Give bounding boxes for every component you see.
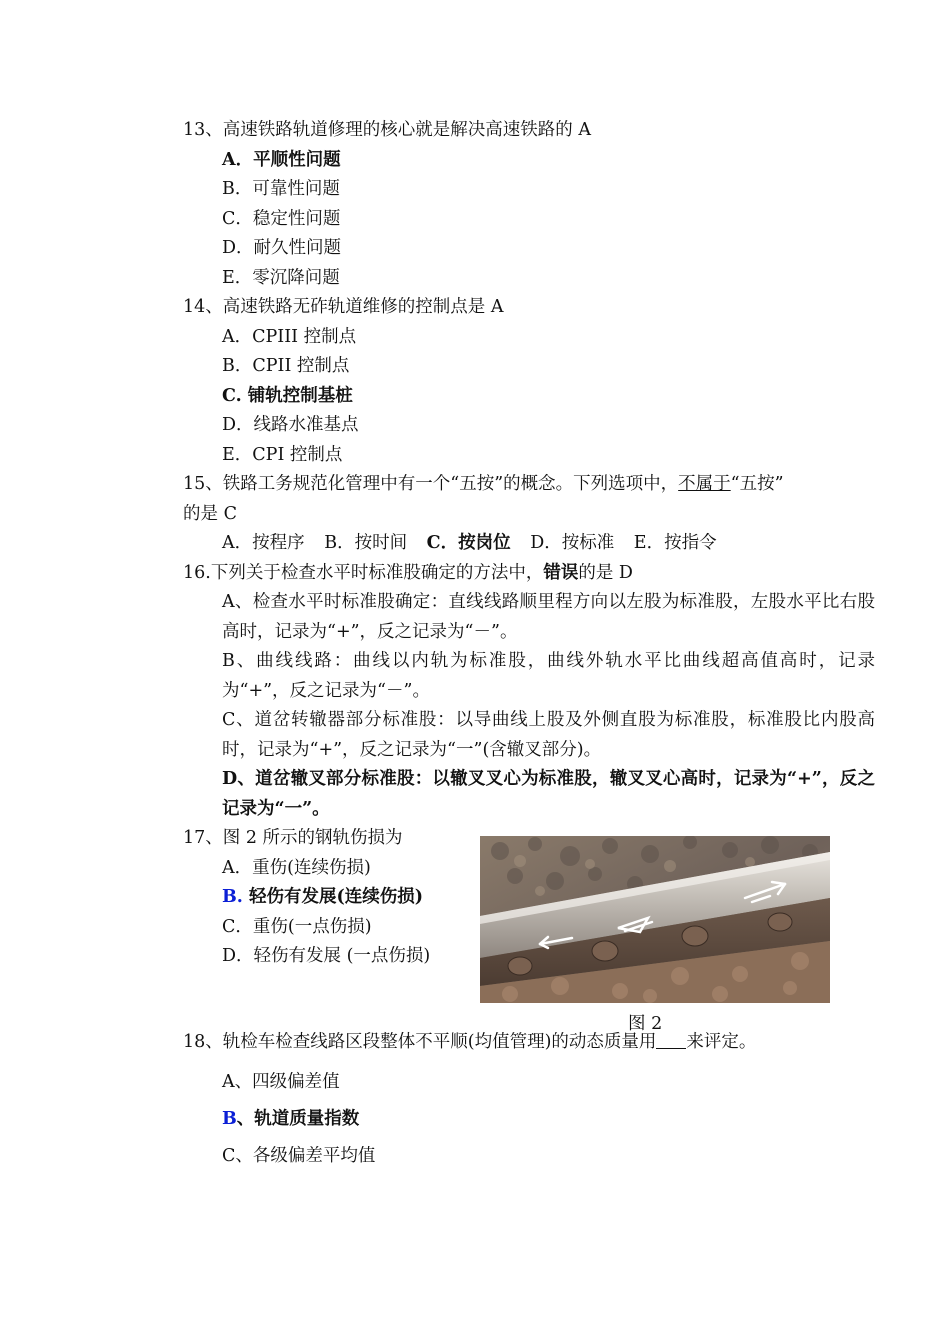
question-list: [183, 116, 875, 1175]
question-13-option-c: C．稳定性问题: [222, 208, 341, 229]
question-18-stem-part-2: 来评定。: [686, 1032, 757, 1052]
question-13-option-b: B．可靠性问题: [222, 179, 340, 199]
question-17-option-c: C．重伤(一点伤损): [222, 916, 372, 937]
question-15-option-e: E．按指令: [633, 533, 717, 553]
question-17-option-a: A．重伤(连续伤损): [222, 857, 371, 878]
question-13-stem: 13、高速铁路轨道修理的核心就是解决高速铁路的 A: [183, 120, 591, 140]
question-17-option-d: D．轻伤有发展 (一点伤损): [222, 946, 431, 966]
question-15-stem-part-1: 15、铁路工务规范化管理中有一个“五按”的概念。下列选项中，: [183, 474, 679, 494]
rail-damage-photo: [480, 836, 830, 1003]
figure-caption: 图 2: [628, 1014, 663, 1034]
question-13-option-d: D．耐久性问题: [222, 238, 342, 258]
question-17: [183, 824, 875, 1034]
question-16-option-a: A、检查水平时标准股确定：直线线路顺里程方向以左股为标准股，左股水平比右股高时，记录为“+”，反之记录为“－”。: [222, 592, 875, 642]
question-14-option-d: D．线路水准基点: [222, 415, 359, 435]
question-17-stem: 17、图 2 所示的钢轨伤损为: [183, 828, 403, 848]
rail-photo-illustration: [480, 836, 830, 1003]
question-16-option-b: B、曲线线路：曲线以内轨为标准股，曲线外轨水平比曲线超高值高时，记录为“+”，反之记录为“－”。: [222, 651, 875, 701]
question-13-option-e: E．零沉降问题: [222, 267, 340, 288]
question-13-option-a: A．平顺性问题: [222, 149, 341, 170]
question-16-option-c: C、道岔转辙器部分标准股：以导曲线上股及外侧直股为标准股，标准股比内股高时，记录为“+”，反之记录为“一”(含辙叉部分)。: [222, 710, 875, 760]
question-18-option-b-text: 、轨道质量指数: [236, 1108, 360, 1129]
question-18-option-a: A、四级偏差值: [222, 1071, 340, 1092]
question-15-option-a: A．按程序: [222, 533, 305, 553]
question-15-keyword: 不属于: [678, 474, 731, 494]
question-15-option-d: D．按标准: [530, 533, 615, 553]
question-18-stem-part-1: 18、轨检车检查线路区段整体不平顺(均值管理)的动态质量用: [183, 1032, 657, 1052]
question-18-option-c: C、各级偏差平均值: [222, 1145, 376, 1166]
question-18-option-b-letter: B: [222, 1108, 237, 1129]
question-14-option-a: A．CPIII 控制点: [222, 326, 357, 347]
question-14-option-c: C. 铺轨控制基桩: [222, 385, 353, 406]
question-16-stem-part-1: 16.下列关于检查水平时标准股确定的方法中，: [183, 562, 544, 583]
question-18-stem: [183, 1028, 875, 1058]
question-15-stem: [183, 470, 875, 529]
question-17-option-b-text: 轻伤有发展(连续伤损): [248, 887, 424, 907]
question-15-stem-part-2: “五按”: [730, 474, 784, 494]
question-16-stem-part-2: 的是 D: [578, 562, 633, 583]
question-14-option-b: B．CPII 控制点: [222, 356, 350, 376]
question-14-option-e: E．CPI 控制点: [222, 444, 343, 465]
question-18-option-b: [222, 1101, 875, 1138]
question-14-stem: 14、高速铁路无砟轨道维修的控制点是 A: [183, 297, 504, 317]
question-17-text: [183, 824, 473, 972]
question-17-option-b: [222, 883, 473, 913]
question-15-stem-part-3: 的是 C: [183, 503, 237, 524]
question-17-option-b-letter: B.: [222, 887, 243, 907]
question-15-option-b: B．按时间: [324, 533, 408, 553]
question-15-options: [222, 529, 875, 559]
question-16-stem: [183, 559, 875, 589]
question-16-keyword: 错误: [543, 562, 579, 583]
question-15-option-c: C．按岗位: [426, 533, 511, 553]
question-16-option-d: D、道岔辙叉部分标准股：以辙叉叉心为标准股，辙叉叉心高时，记录为“+”，反之记录为“一”。: [222, 769, 875, 819]
